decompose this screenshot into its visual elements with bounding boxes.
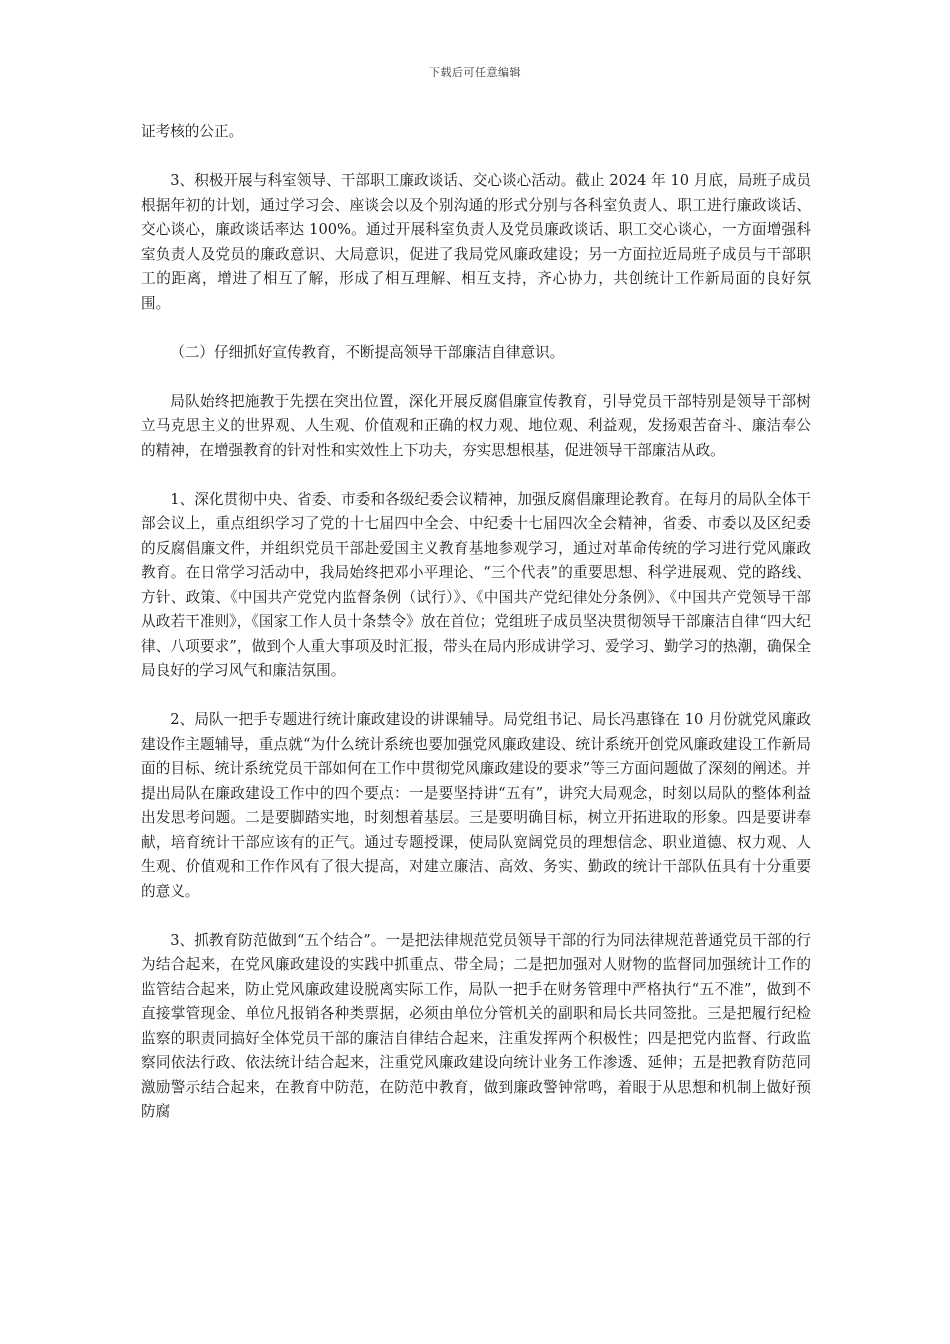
paragraph-item-2-lecture: 2、局队一把手专题进行统计廉政建设的讲课辅导。局党组书记、局长冯惠锋在 10 月份就党风廉政建设作主题辅导，重点就“为什么统计系统也要加强党风廉政建设、统计系统开创党风廉政建设工作新局面的目标、统计系统党员干部如何在工作中贯彻党风廉政建设的要求”等三方面问题做了深刻的阐述。并提出局队在廉政建设工作中的四个要点：一是要坚持讲“五有”，讲究大局观念，时刻以局队的整体利益出发思考问题。二是要脚踏实地，时刻想着基层。三是要明确目标，树立开拓进取的形象。四是要讲奉献，培育统计干部应该有的正气。通过专题授课，使局队宽阔党员的理想信念、职业道德、权力观、人生观、价值观和工作作风有了很大提高，对建立廉洁、高效、务实、勤政的统计干部队伍具有十分重要的意义。 — [141, 711, 811, 900]
paragraph-item-1-theory: 1、深化贯彻中央、省委、市委和各级纪委会议精神，加强反腐倡廉理论教育。在每月的局队全体干部会议上，重点组织学习了党的十七届四中全会、中纪委十七届四次全会精神，省委、市委以及区纪委的反腐倡廉文件，并组织党员干部赴爱国主义教育基地参观学习，通过对革命传统的学习进行党风廉政教育。在日常学习活动中，我局始终把邓小平理论、“三个代表”的重要思想、科学进展观、党的路线、方针、政策、《中国共产党党内监督条例（试行）》、《中国共产党纪律处分条例》、《中国共产党领导干部从政若干准则》，《国家工作人员十条禁令》放在首位；党组班子成员坚决贯彻领导干部廉洁自律“四大纪律、八项要求”，做到个人重大事项及时汇报，带头在局内形成讲学习、爱学习、勤学习的热潮，确保全局良好的学习风气和廉洁氛围。 — [141, 490, 811, 679]
paragraph-intro-education: 局队始终把施教于先摆在突出位置，深化开展反腐倡廉宣传教育，引导党员干部特别是领导干部树立马克思主义的世界观、人生观、价值观和正确的权力观、地位观、利益观，发扬艰苦奋斗、廉洁奉公的精神，在增强教育的针对性和实效性上下功夫，夯实思想根基，促进领导干部廉洁从政。 — [141, 392, 811, 459]
section-heading-2: （二）仔细抓好宣传教育，不断提高领导干部廉洁自律意识。 — [170, 343, 565, 361]
page-header-note: 下载后可任意编辑 — [429, 66, 521, 79]
paragraph-continuation: 证考核的公正。 — [141, 123, 244, 140]
paragraph-item-3-talks: 3、积极开展与科室领导、干部职工廉政谈话、交心谈心活动。截止 2024 年 10 月底，局班子成员根据年初的计划，通过学习会、座谈会以及个别沟通的形式分别与各科室负责人、职工进行廉政谈话、交心谈心，廉政谈话率达 100%。通过开展科室负责人及党员廉政谈话、职工交心谈心，一方面增强科室负责人及党员的廉政意识、大局意识，促进了我局党风廉政建设；另一方面拉近局班子成员与干部职工的距离，增进了相互了解，形成了相互理解、相互支持，齐心协力，共创统计工作新局面的良好氛围。 — [141, 172, 811, 312]
document-body — [141, 120, 811, 1149]
paragraph-item-3-five-combinations: 3、抓教育防范做到“五个结合”。一是把法律规范党员领导干部的行为同法律规范普通党员干部的行为结合起来，在党风廉政建设的实践中抓重点、带全局；二是把加强对人财物的监督同加强统计工作的监管结合起来，防止党风廉政建设脱离实际工作，局队一把手在财务管理中严格执行“五不准”，做到不直接掌管现金、单位凡报销各种类票据，必须由单位分管机关的副职和局长共同签批。三是把履行纪检监察的职责同搞好全体党员干部的廉洁自律结合起来，注重发挥两个积极性；四是把党内监督、行政监察同依法行政、依法统计结合起来，注重党风廉政建设向统计业务工作渗透、延伸；五是把教育防范同激励警示结合起来，在教育中防范，在防范中教育，做到廉政警钟常鸣，着眼于从思想和机制上做好预防腐 — [141, 931, 811, 1120]
